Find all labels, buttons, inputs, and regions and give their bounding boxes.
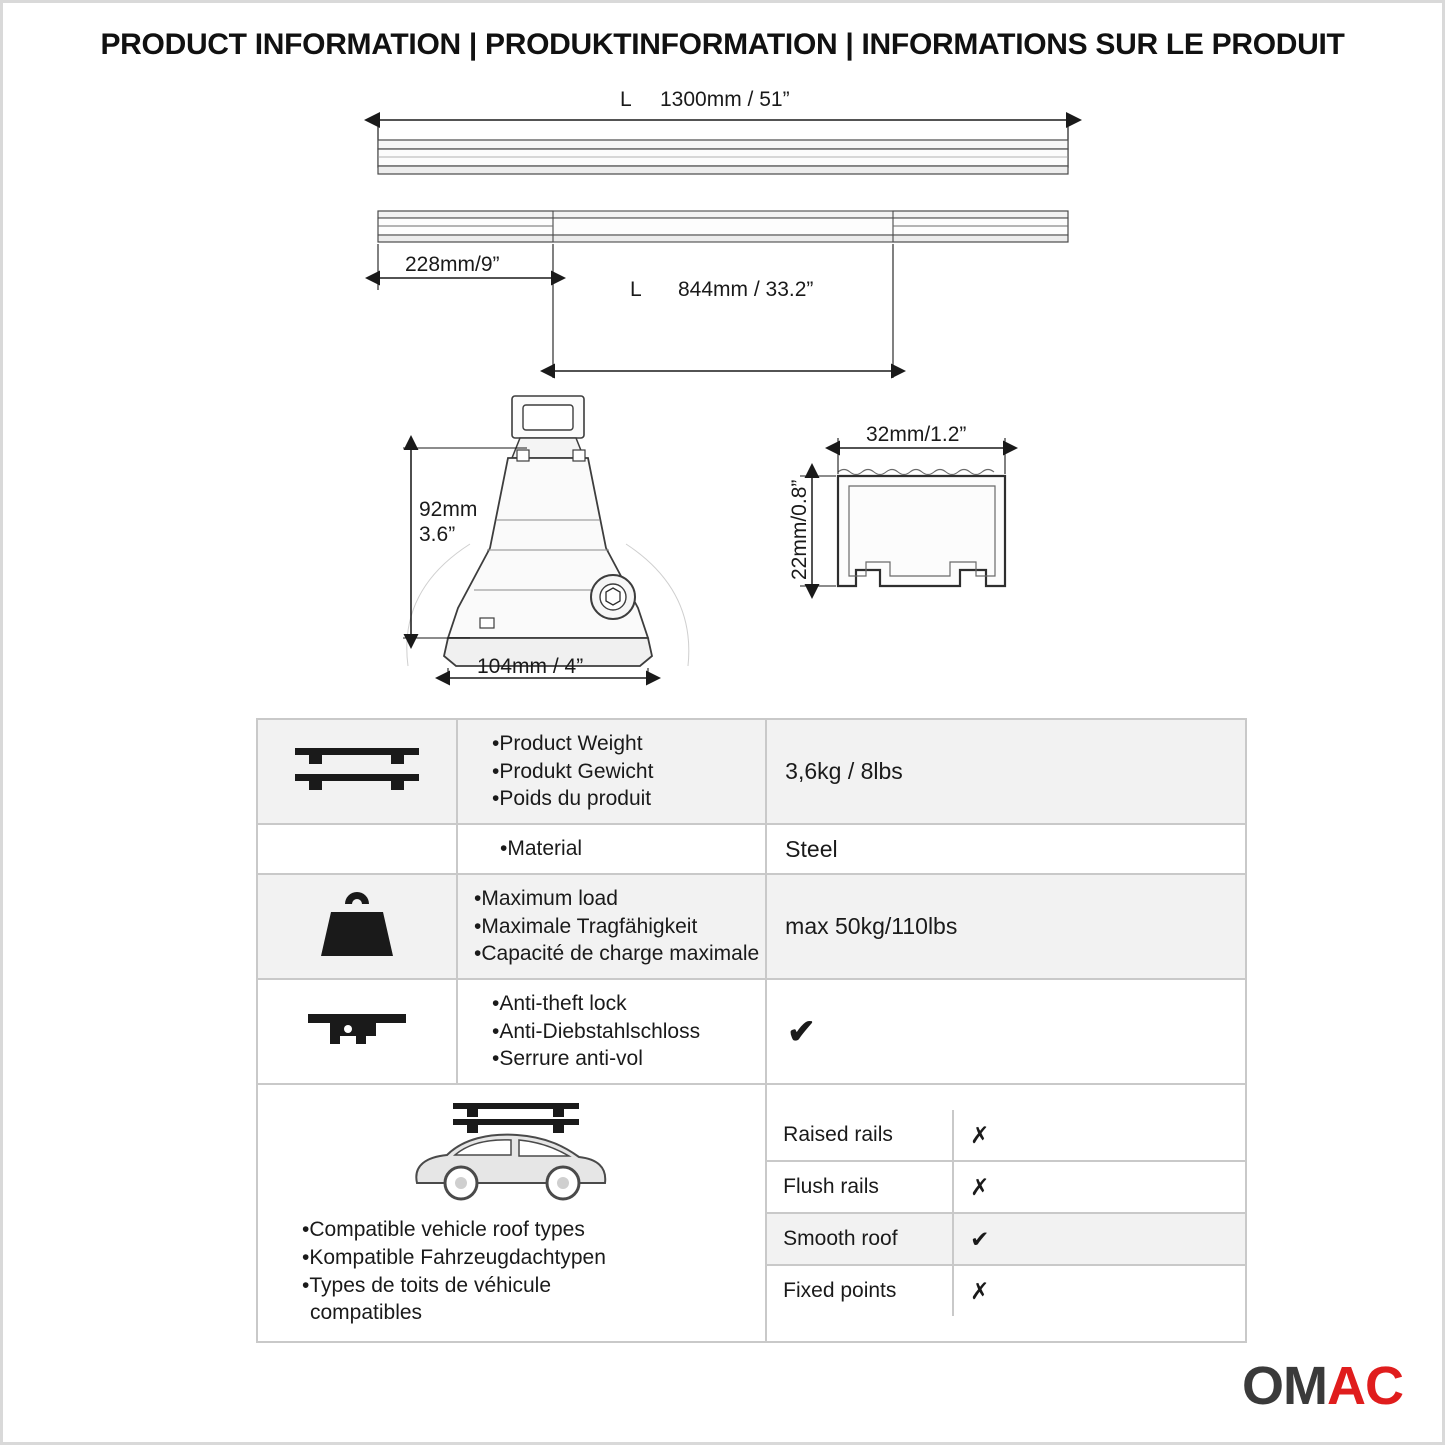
crossbar-front-view: [378, 140, 1068, 174]
roof-type-row: [767, 1110, 1245, 1161]
logo-text-part1: OM: [1242, 1356, 1327, 1416]
max-load-labels-cell: [457, 874, 766, 979]
table-row-material: [257, 824, 1246, 874]
omac-logo: [1242, 1355, 1403, 1417]
material-value: Steel: [785, 835, 838, 862]
roof-type-label: Fixed points: [783, 1279, 897, 1303]
roof-type-value-cell: [953, 1213, 1245, 1265]
material-icon-cell: [257, 824, 457, 874]
roof-type-label: Flush rails: [783, 1175, 879, 1199]
roof-type-mark: ✗: [970, 1277, 990, 1304]
table-row-max-load: [257, 874, 1246, 979]
dim-height-line1: 92mm: [419, 498, 478, 521]
roof-type-label-cell: [767, 1265, 953, 1316]
lock-label-en: •Anti-theft lock: [492, 992, 627, 1016]
dim-bar-length-text: L: [620, 88, 632, 111]
max-load-icon-cell: [257, 874, 457, 979]
lock-labels-cell: [457, 979, 766, 1084]
roof-type-label-cell: [767, 1161, 953, 1213]
weight-label-en: •Product Weight: [492, 732, 643, 755]
lock-bar-icon: [302, 1043, 412, 1060]
roof-type-value-cell: [953, 1110, 1245, 1161]
material-label: •Material: [500, 837, 583, 861]
max-load-label-en: •Maximum load: [474, 886, 618, 910]
material-labels-cell: [457, 824, 766, 874]
lock-check-mark: ✔: [787, 1012, 816, 1051]
compat-label-fr: •Types de toits de véhicule: [302, 1273, 551, 1297]
lock-label-de: •Anti-Diebstahlschloss: [492, 1019, 701, 1043]
compatibility-info-cell: [257, 1084, 766, 1342]
page-title: PRODUCT INFORMATION | PRODUKTINFORMATION | INFORMATIONS SUR LE PRODUIT: [100, 28, 1345, 61]
dim-profile-width-text: 32mm/1.2”: [866, 423, 967, 446]
svg-text:L: L: [630, 278, 642, 301]
dim-height-line2: 3.6”: [419, 523, 456, 546]
lock-icon-cell: [257, 979, 457, 1084]
weight-value-cell: [766, 719, 1246, 824]
weight-value: 3,6kg / 8lbs: [785, 758, 903, 785]
roof-type-value-cell: [953, 1265, 1245, 1316]
svg-text:844mm / 33.2”: 844mm / 33.2”: [678, 278, 814, 301]
compat-label-en: •Compatible vehicle roof types: [302, 1218, 585, 1242]
lock-label-fr: •Serrure anti-vol: [492, 1047, 643, 1071]
roof-type-row: [767, 1161, 1245, 1213]
weight-label-fr: •Poids du produit: [492, 787, 652, 811]
weight-icon: [309, 949, 405, 966]
roof-type-label: Raised rails: [783, 1123, 893, 1147]
table-row-weight: [257, 719, 1246, 824]
max-load-label-de: •Maximale Tragfähigkeit: [474, 914, 698, 938]
material-value-cell: [766, 824, 1246, 874]
weight-row-icon-cell: [257, 719, 457, 824]
roof-type-mark: ✔: [970, 1225, 990, 1252]
roof-type-value-cell: [953, 1161, 1245, 1213]
roof-type-label-cell: [767, 1213, 953, 1265]
roof-type-mark: ✗: [970, 1173, 990, 1200]
compat-label-de: •Kompatible Fahrzeugdachtypen: [302, 1245, 606, 1269]
roof-type-mark: ✗: [970, 1121, 990, 1148]
crossbar-pair-icon: [287, 787, 427, 804]
dim-foot-offset-text: 228mm/9”: [405, 253, 500, 276]
car-with-rack-icon: [397, 1095, 627, 1210]
crossbar-plan-view: [378, 211, 1068, 242]
table-row-lock: [257, 979, 1246, 1084]
roof-type-row: [767, 1265, 1245, 1316]
profile-cross-section: [838, 470, 1005, 587]
roof-type-table: [767, 1110, 1245, 1316]
logo-text-part2: AC: [1327, 1356, 1403, 1416]
max-load-value: max 50kg/110lbs: [785, 912, 958, 939]
specifications-table: [256, 718, 1247, 1343]
compatibility-options-cell: [766, 1084, 1246, 1342]
roof-type-row: [767, 1213, 1245, 1265]
max-load-value-cell: [766, 874, 1246, 979]
dim-profile-height-text: 22mm/0.8”: [788, 479, 811, 580]
technical-drawing: [0, 78, 1445, 708]
weight-labels-cell: [457, 719, 766, 824]
compat-label-fr-cont: compatibles: [310, 1301, 423, 1325]
roof-type-label: Smooth roof: [783, 1227, 898, 1251]
lock-value-cell: [766, 979, 1246, 1084]
svg-text:1300mm / 51”: 1300mm / 51”: [660, 88, 790, 111]
roof-type-label-cell: [767, 1110, 953, 1161]
dim-foot-width-text: 104mm / 4”: [477, 655, 584, 678]
table-row-compatibility: [257, 1084, 1246, 1342]
weight-label-de: •Produkt Gewicht: [492, 759, 654, 783]
max-load-label-fr: •Capacité de charge maximale: [474, 942, 760, 966]
